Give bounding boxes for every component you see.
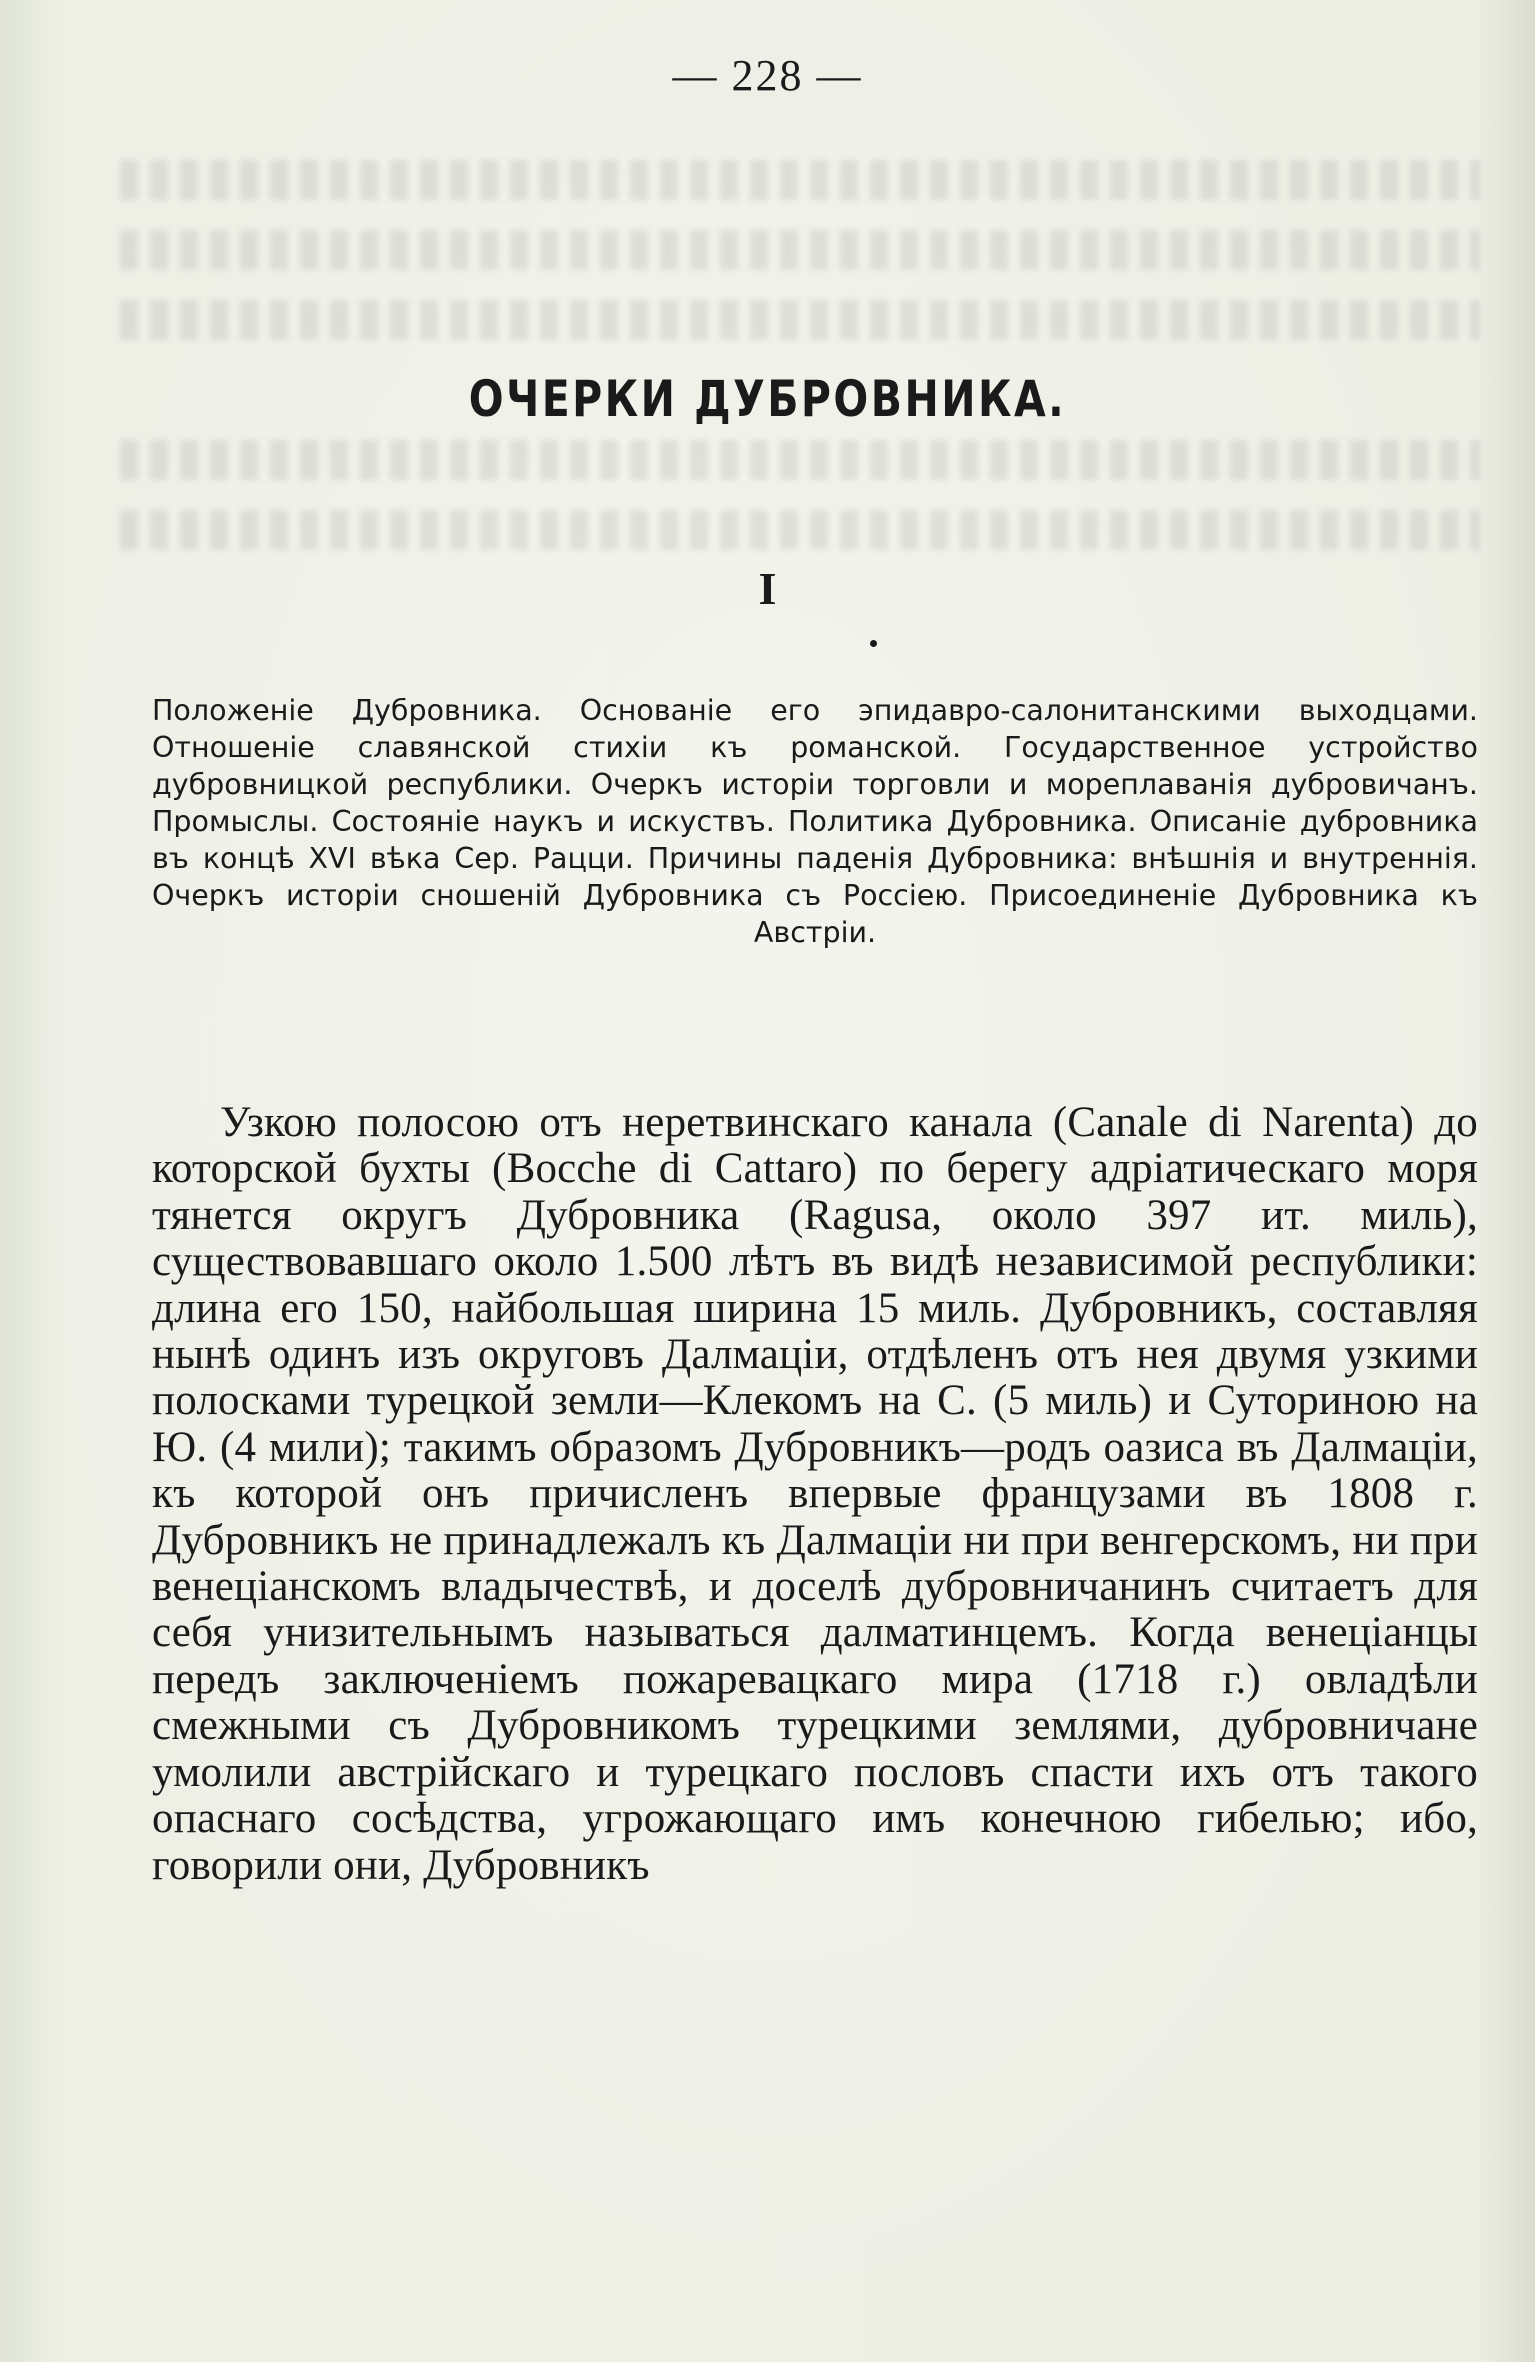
section-number: I: [758, 563, 777, 614]
bleed-through-text: [120, 510, 1480, 550]
bleed-through-text: [120, 440, 1480, 480]
bleed-through-text: [120, 300, 1480, 340]
body-paragraph: Узкою полосою отъ неретвинскаго канала (Canale di Narenta) до которской бухты (Bocche di Cattaro) по берегу адріатическаго моря тянется округъ Дубровника (Ragusa, около 397 ит. миль), существовавшаго около 1.500 лѣтъ въ видѣ независимой республики: длина его 150, найбольшая ширина 15 миль. Дубровникъ, составляя нынѣ одинъ изъ округовъ Далмаціи, отдѣленъ отъ нея двумя узкими полосками турецкой земли—Клекомъ на С. (5 миль) и Суториною на Ю. (4 мили); такимъ образомъ Дубровникъ—родъ оазиса въ Далмаціи, къ которой онъ причисленъ впервые французами въ 1808 г. Дубровникъ не принадлежалъ къ Далмаціи ни при венгерскомъ, ни при венеціанскомъ владычествѣ, и доселѣ дубровничанинъ считаетъ для себя унизительнымъ называться далматинцемъ. Когда венеціанцы передъ заключеніемъ пожаревацкаго мира (1718 г.) овладѣли смежными съ Дубровникомъ турецкими землями, дубровничане умолили австрійскаго и турецкаго пословъ спасти ихъ отъ такого опаснаго сосѣдства, угрожающаго имъ конечною гибелью; ибо, говорили они, Дубровникъ: [152, 1099, 1478, 1889]
page-number: — 228 —: [672, 51, 863, 100]
chapter-summary: Положеніе Дубровника. Основаніе его эпидавро-салонитанскими выходцами. Отношеніе славянской стихіи къ романской. Государственное устройство дубровницкой республики. Очеркъ исторіи торговли и мореплаванія дубровичанъ. Промыслы. Состояніе наукъ и искуствъ. Политика Дубровника. Описаніе дубровника въ концѣ XVI вѣка Сер. Рацци. Причины паденія Дубровника: внѣшнія и внутреннія. Очеркъ исторіи сношеній Дубровника съ Россіею. Присоединеніе Дубровника къ Австріи.: [152, 694, 1478, 949]
bleed-through-text: [120, 160, 1480, 200]
print-dot: [870, 640, 877, 647]
chapter-title: ОЧЕРКИ ДУБРОВНИКА.: [468, 370, 1067, 428]
bleed-through-text: [120, 230, 1480, 270]
